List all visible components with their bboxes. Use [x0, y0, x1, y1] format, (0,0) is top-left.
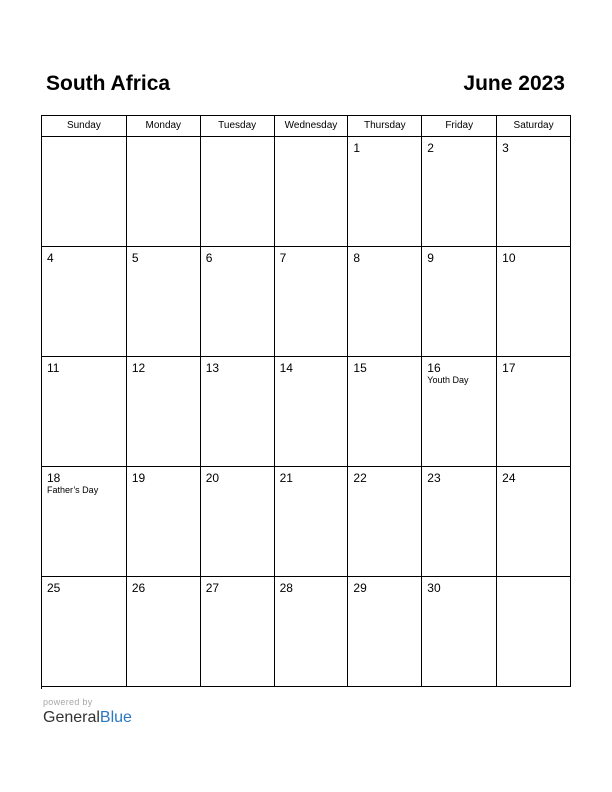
day-cell: [127, 467, 201, 577]
holiday-label: Youth Day: [427, 375, 469, 385]
day-cell: [497, 577, 571, 687]
day-number: 7: [279, 251, 287, 265]
day-number: 23: [427, 471, 441, 485]
day-cell: [201, 357, 275, 467]
day-cell: [201, 577, 275, 687]
week-row-5: [42, 577, 571, 687]
day-cell: [127, 247, 201, 357]
footer-branding: [43, 697, 132, 728]
holiday-label: Father’s Day: [47, 485, 99, 495]
day-cell: [127, 577, 201, 687]
day-number: 24: [502, 471, 516, 485]
brand-logo-general-text: General: [43, 709, 100, 726]
day-number: 2: [427, 141, 434, 155]
day-number: 5: [131, 251, 139, 265]
day-number: 26: [131, 581, 146, 595]
weekday-header-row: [42, 116, 571, 137]
week-row-3: [42, 357, 571, 467]
weekday-header-friday: Friday: [422, 116, 497, 137]
weekday-header-thursday: Thursday: [348, 116, 422, 137]
day-cell: [127, 137, 201, 247]
day-number: 20: [205, 471, 220, 485]
day-cell: [348, 137, 422, 247]
day-cell: [422, 467, 497, 577]
day-cell: [127, 357, 201, 467]
day-number: 15: [353, 361, 367, 375]
day-cell: [422, 247, 497, 357]
day-number: 6: [205, 251, 213, 265]
day-number: 29: [353, 581, 367, 595]
day-cell: [497, 357, 571, 467]
day-number: 18: [47, 471, 61, 485]
brand-logo-blue-text: Blue: [99, 709, 132, 726]
day-cell: [201, 467, 275, 577]
week-row-1: [42, 137, 571, 247]
day-number: 8: [353, 251, 361, 265]
day-number: 17: [502, 361, 516, 375]
day-cell: [42, 137, 127, 247]
day-number: 30: [427, 581, 441, 595]
day-cell: [42, 577, 127, 687]
day-number: 22: [353, 471, 367, 485]
weekday-header-saturday: Saturday: [497, 116, 571, 137]
calendar-grid: [41, 115, 571, 689]
day-number: 27: [205, 581, 220, 595]
day-number: 10: [502, 251, 516, 265]
weekday-header-monday: Monday: [127, 116, 201, 137]
day-number: 4: [47, 251, 54, 265]
day-cell: [275, 577, 349, 687]
day-number: 21: [279, 471, 293, 485]
day-cell: [348, 577, 422, 687]
day-number: 14: [279, 361, 293, 375]
day-cell: [497, 137, 571, 247]
day-number: 19: [131, 471, 146, 485]
day-number: 9: [427, 251, 434, 265]
day-cell: [275, 247, 349, 357]
day-cell: [348, 247, 422, 357]
day-cell: [201, 137, 275, 247]
day-cell: [42, 247, 127, 357]
day-number: 16: [427, 361, 441, 375]
weekday-header-wednesday: Wednesday: [275, 116, 349, 137]
day-number: 3: [502, 141, 509, 155]
day-cell: [201, 247, 275, 357]
day-cell: [348, 467, 422, 577]
day-number: 11: [47, 361, 60, 375]
weekday-header-sunday: Sunday: [42, 116, 127, 137]
calendar-country-title: South Africa: [46, 72, 171, 95]
day-cell: [348, 357, 422, 467]
day-cell: [275, 137, 349, 247]
calendar-month-title: June 2023: [463, 72, 565, 95]
day-number: 12: [131, 361, 146, 375]
day-cell: [422, 357, 497, 467]
day-cell: [42, 357, 127, 467]
week-row-2: [42, 247, 571, 357]
day-cell: [422, 577, 497, 687]
day-number: 25: [47, 581, 61, 595]
day-cell: [422, 137, 497, 247]
powered-by-label: powered by: [43, 697, 93, 707]
day-cell: [275, 357, 349, 467]
weekday-header-tuesday: Tuesday: [201, 116, 275, 137]
week-row-4: [42, 467, 571, 577]
day-cell: [275, 467, 349, 577]
day-cell: [497, 247, 571, 357]
brand-logo[interactable]: [43, 708, 132, 728]
day-number: 28: [279, 581, 293, 595]
day-cell: [42, 467, 127, 577]
day-cell: [497, 467, 571, 577]
day-number: 1: [353, 141, 361, 155]
day-number: 13: [205, 361, 220, 375]
